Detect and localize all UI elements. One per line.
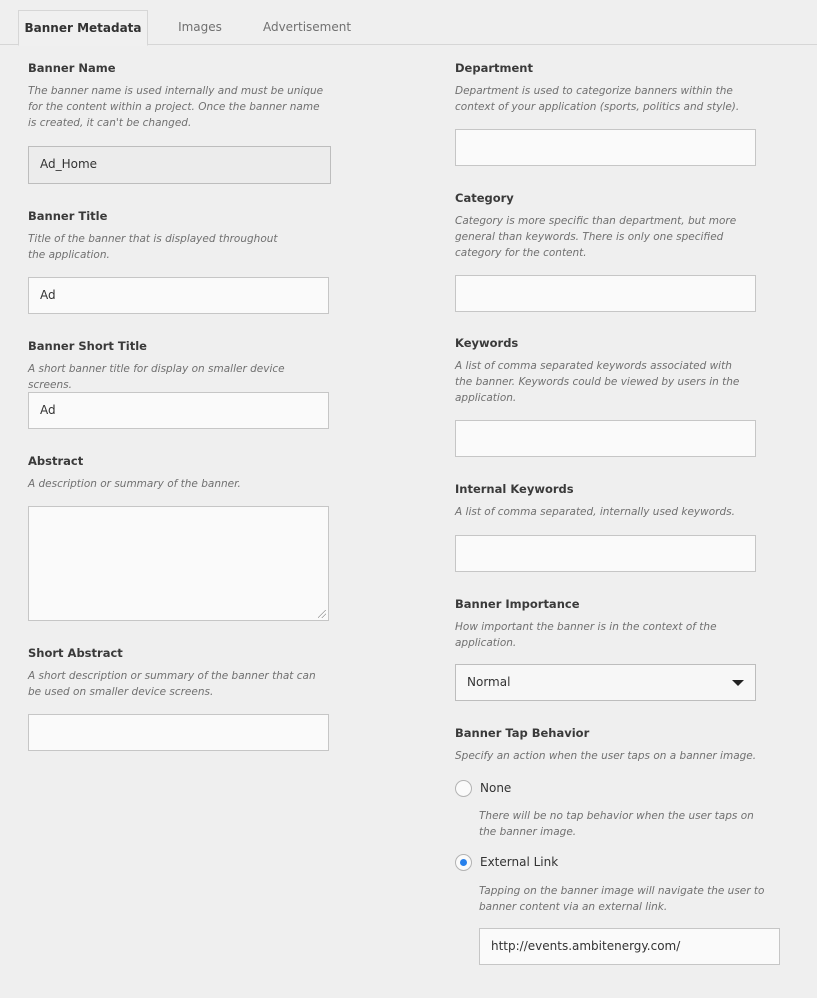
banner-name-desc: The banner name is used internally and must be unique for the content within a project. Once the banner name is created, it can't be changed. — [28, 85, 324, 129]
tab-banner-metadata[interactable]: Banner Metadata — [18, 10, 148, 46]
banner-short-title-label: Banner Short Title — [28, 339, 147, 353]
abstract-textarea[interactable] — [28, 506, 329, 621]
internal-keywords-input[interactable] — [455, 535, 756, 572]
keywords-input[interactable] — [455, 420, 756, 457]
abstract-label: Abstract — [28, 454, 84, 468]
department-field — [455, 60, 755, 115]
banner-tap-behavior-field — [455, 725, 775, 764]
category-field — [455, 190, 755, 261]
banner-short-title-field — [28, 338, 328, 393]
radio-external-link-label[interactable]: External Link — [480, 855, 559, 869]
banner-name-label: Banner Name — [28, 61, 116, 75]
department-label: Department — [455, 61, 533, 75]
short-abstract-desc: A short description or summary of the banner that can be used on smaller device screens. — [28, 670, 316, 698]
banner-short-title-input[interactable]: Ad — [28, 392, 329, 429]
internal-keywords-desc: A list of comma separated, internally used keywords. — [455, 506, 735, 518]
external-link-url-input[interactable]: http://events.ambitenergy.com/ — [479, 928, 780, 965]
abstract-field — [28, 453, 328, 492]
radio-selected-dot — [460, 859, 467, 866]
internal-keywords-field — [455, 481, 755, 520]
banner-name-input[interactable]: Ad_Home — [28, 146, 331, 184]
resize-grip-icon[interactable] — [318, 610, 326, 618]
banner-title-desc: Title of the banner that is displayed throughout the application. — [28, 233, 278, 261]
banner-title-label: Banner Title — [28, 209, 108, 223]
banner-short-title-desc: A short banner title for display on smaller device screens. — [28, 363, 285, 391]
category-desc: Category is more specific than department, but more general than keywords. There is only one specified category for the content. — [455, 215, 737, 259]
banner-title-input[interactable]: Ad — [28, 277, 329, 314]
radio-external-link-desc: Tapping on the banner image will navigate the user to banner content via an external link. — [479, 885, 765, 913]
department-input[interactable] — [455, 129, 756, 166]
tab-images[interactable]: Images — [178, 20, 222, 34]
radio-external-link[interactable] — [455, 854, 472, 871]
chevron-down-icon — [732, 680, 744, 686]
abstract-desc: A description or summary of the banner. — [28, 478, 241, 490]
category-input[interactable] — [455, 275, 756, 312]
short-abstract-label: Short Abstract — [28, 646, 123, 660]
banner-importance-value: Normal — [467, 675, 511, 689]
short-abstract-input[interactable] — [28, 714, 329, 751]
radio-none-desc: There will be no tap behavior when the user taps on the banner image. — [479, 810, 754, 838]
radio-none-label[interactable]: None — [480, 781, 512, 795]
tab-advertisement[interactable]: Advertisement — [262, 20, 352, 34]
banner-importance-field — [455, 596, 725, 651]
keywords-field — [455, 335, 745, 406]
banner-importance-label: Banner Importance — [455, 597, 580, 611]
keywords-label: Keywords — [455, 336, 519, 350]
banner-importance-select[interactable] — [455, 664, 756, 701]
short-abstract-field — [28, 645, 318, 700]
banner-importance-desc: How important the banner is in the context of the application. — [455, 621, 717, 649]
department-desc: Department is used to categorize banners within the context of your application (sports, politics and style). — [455, 85, 740, 113]
banner-tap-behavior-desc: Specify an action when the user taps on a banner image. — [455, 750, 757, 762]
banner-tap-behavior-label: Banner Tap Behavior — [455, 726, 590, 740]
keywords-desc: A list of comma separated keywords associated with the banner. Keywords could be viewed by users in the application. — [455, 360, 740, 404]
banner-name-field — [28, 60, 328, 131]
internal-keywords-label: Internal Keywords — [455, 482, 574, 496]
radio-none[interactable] — [455, 780, 472, 797]
banner-title-field — [28, 208, 298, 263]
category-label: Category — [455, 191, 514, 205]
tab-bar — [0, 0, 817, 45]
